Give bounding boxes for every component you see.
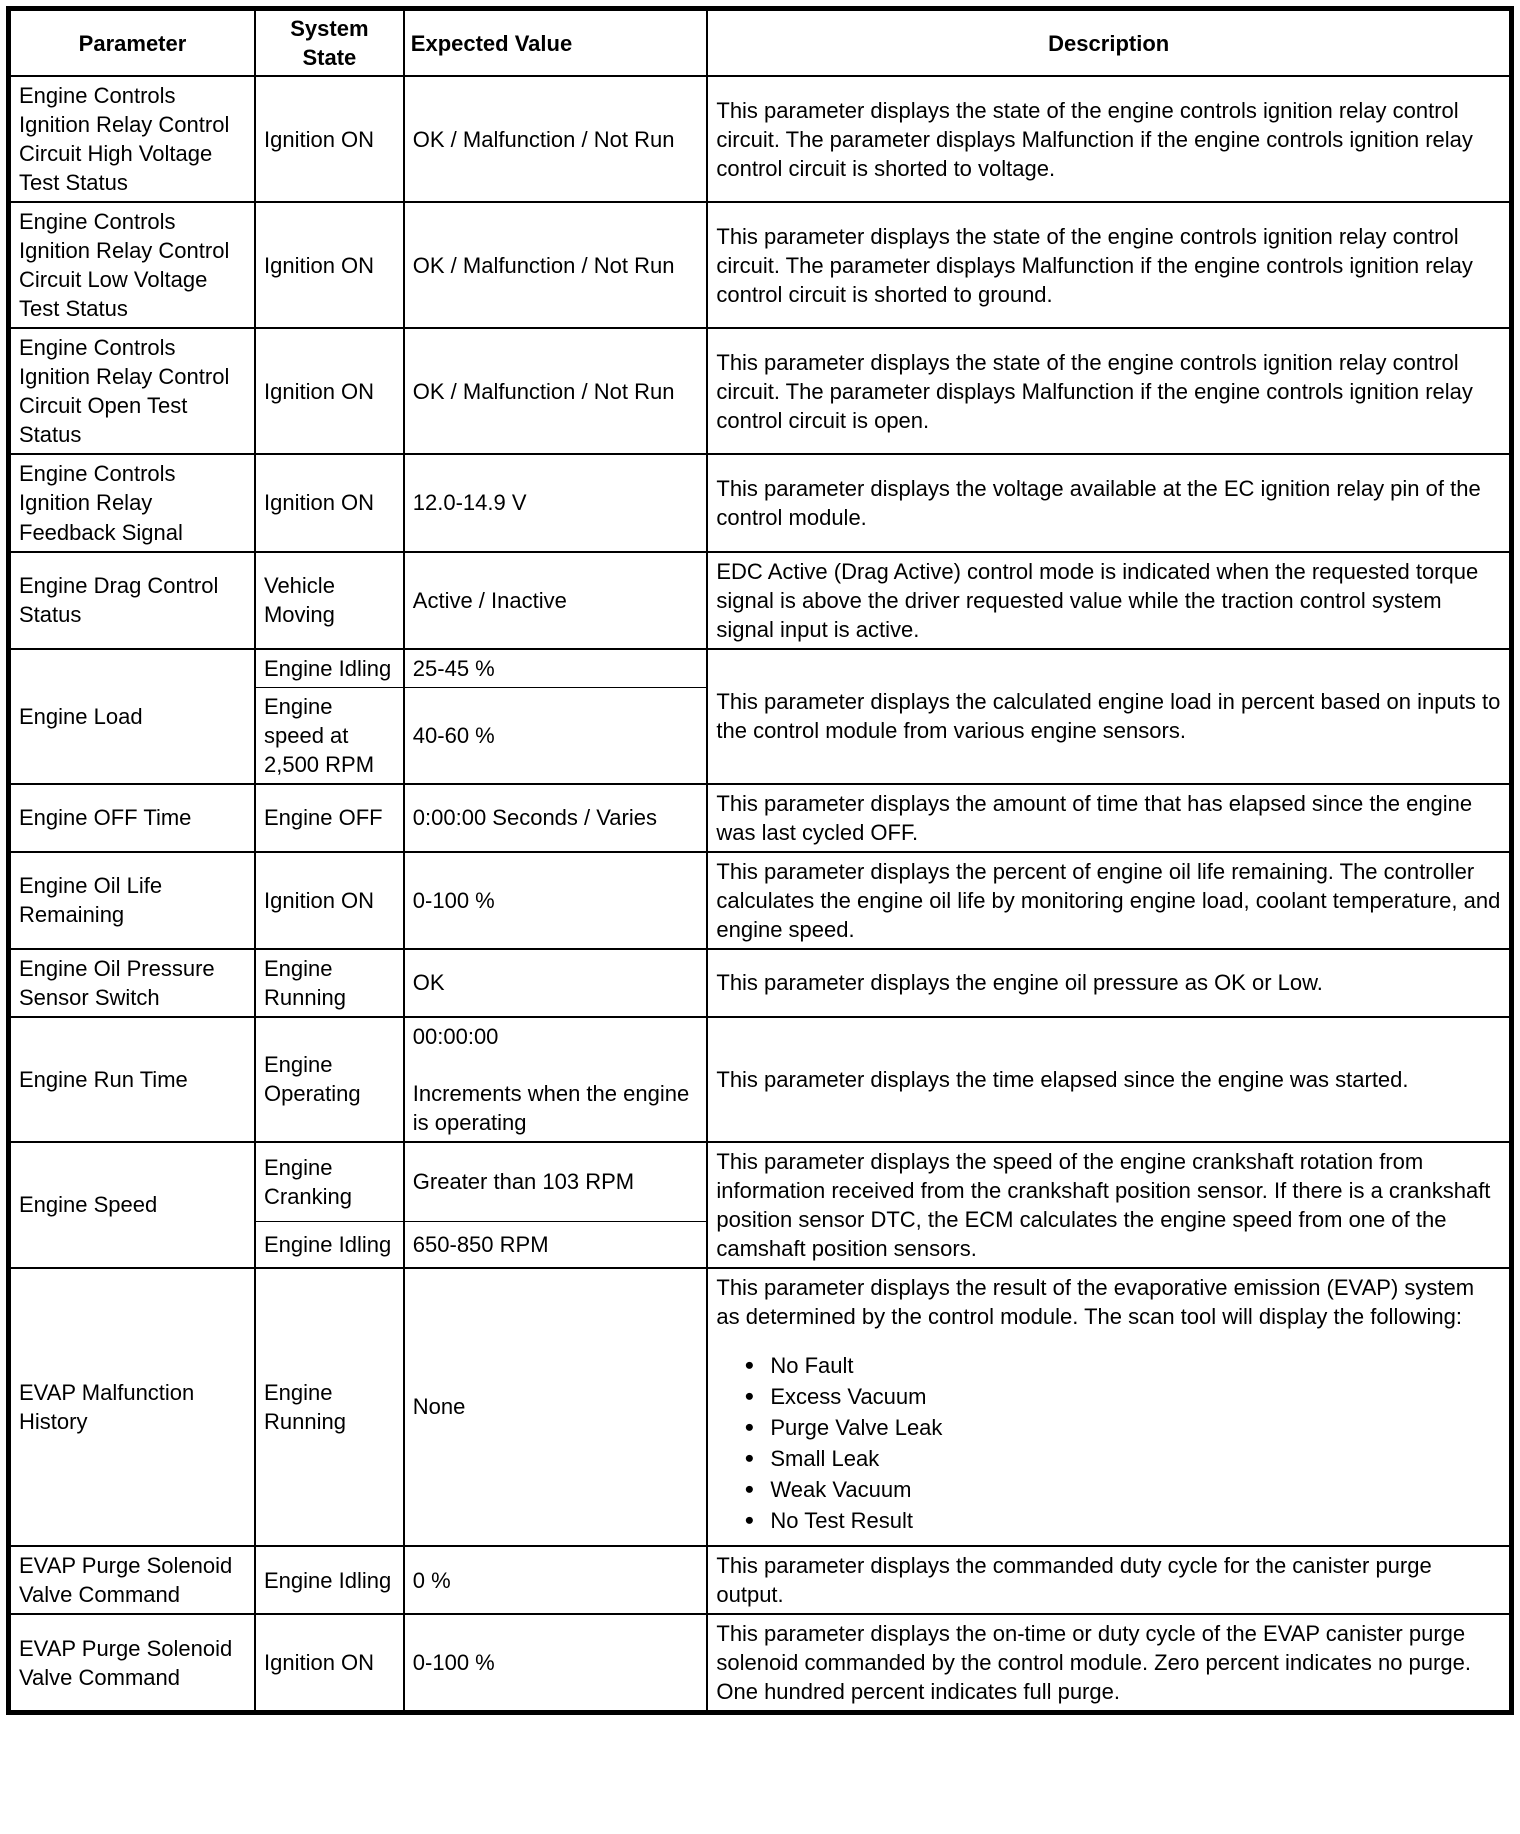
table-row-ignition-relay-low-voltage	[9, 202, 1512, 328]
cell-system-state: Engine Operating	[255, 1017, 404, 1142]
table-row-engine-drag-control	[9, 552, 1512, 649]
cell-expected-value: 40-60 %	[404, 687, 708, 784]
cell-parameter: Engine Controls Ignition Relay Feedback Signal	[9, 454, 255, 551]
cell-parameter: EVAP Purge Solenoid Valve Command	[9, 1546, 255, 1614]
cell-parameter: Engine Load	[9, 649, 255, 784]
expected-value-line: 00:00:00	[412, 1023, 499, 1049]
cell-expected-value: 650-850 RPM	[404, 1222, 708, 1268]
evap-result-list	[716, 1351, 1501, 1535]
cell-description: This parameter displays the percent of engine oil life remaining. The controller calculates the engine oil life by monitoring engine load, coolant temperature, and engine speed.	[707, 852, 1511, 949]
table-row-ignition-relay-feedback	[9, 454, 1512, 551]
header-parameter: Parameter	[9, 9, 255, 77]
cell-expected-value: 0:00:00 Seconds / Varies	[404, 784, 708, 852]
cell-parameter: Engine Run Time	[9, 1017, 255, 1142]
cell-expected-value: 0 %	[404, 1546, 708, 1614]
cell-system-state: Engine Running	[255, 949, 404, 1017]
cell-description: This parameter displays the state of the engine controls ignition relay control circuit. The parameter displays Malfunction if the engine controls ignition relay control circuit is open.	[707, 328, 1511, 454]
table-row-engine-off-time	[9, 784, 1512, 852]
table-row-engine-load-idling	[9, 649, 1512, 688]
cell-expected-value: None	[404, 1268, 708, 1547]
cell-description: This parameter displays the state of the engine controls ignition relay control circuit. The parameter displays Malfunction if the engine controls ignition relay control circuit is shorted to ground.	[707, 202, 1511, 328]
header-description: Description	[707, 9, 1511, 77]
cell-expected-value: 0-100 %	[404, 1614, 708, 1713]
list-item: ● Weak Vacuum	[744, 1475, 1501, 1504]
cell-system-state: Engine Idling	[255, 1546, 404, 1614]
cell-description: This parameter displays the amount of time that has elapsed since the engine was last cycled OFF.	[707, 784, 1511, 852]
cell-expected-value: Active / Inactive	[404, 552, 708, 649]
cell-parameter: Engine Controls Ignition Relay Control Circuit High Voltage Test Status	[9, 76, 255, 202]
header-system-state: System State	[255, 9, 404, 77]
description-intro: This parameter displays the result of the evaporative emission (EVAP) system as determined by the control module. The scan tool will display the following:	[716, 1274, 1475, 1329]
table-row-evap-malfunction-history	[9, 1268, 1512, 1547]
cell-description: EDC Active (Drag Active) control mode is indicated when the requested torque signal is above the driver requested value while the traction control system signal input is active.	[707, 552, 1511, 649]
list-item: ● Small Leak	[744, 1444, 1501, 1473]
cell-expected-value: OK / Malfunction / Not Run	[404, 328, 708, 454]
cell-system-state: Ignition ON	[255, 202, 404, 328]
cell-expected-value: 0-100 %	[404, 852, 708, 949]
cell-expected-value	[404, 1017, 708, 1142]
header-row	[9, 9, 1512, 77]
cell-description: This parameter displays the state of the engine controls ignition relay control circuit. The parameter displays Malfunction if the engine controls ignition relay control circuit is shorted to voltage.	[707, 76, 1511, 202]
table-row-engine-speed-cranking	[9, 1142, 1512, 1222]
cell-system-state: Engine Cranking	[255, 1142, 404, 1222]
cell-expected-value: 25-45 %	[404, 649, 708, 688]
cell-description: This parameter displays the on-time or duty cycle of the EVAP canister purge solenoid commanded by the control module. Zero percent indicates no purge. One hundred percent indicates full purge.	[707, 1614, 1511, 1713]
cell-system-state: Engine Running	[255, 1268, 404, 1547]
cell-expected-value: Greater than 103 RPM	[404, 1142, 708, 1222]
cell-parameter: Engine Oil Pressure Sensor Switch	[9, 949, 255, 1017]
cell-expected-value: OK	[404, 949, 708, 1017]
cell-system-state: Ignition ON	[255, 852, 404, 949]
cell-expected-value: OK / Malfunction / Not Run	[404, 202, 708, 328]
cell-system-state: Vehicle Moving	[255, 552, 404, 649]
table-row-engine-oil-life	[9, 852, 1512, 949]
table-row-evap-purge-idling	[9, 1546, 1512, 1614]
header-expected-value: Expected Value	[404, 9, 708, 77]
cell-system-state: Ignition ON	[255, 454, 404, 551]
cell-parameter: Engine Oil Life Remaining	[9, 852, 255, 949]
list-item: ● Excess Vacuum	[744, 1382, 1501, 1411]
list-item: ● No Fault	[744, 1351, 1501, 1380]
cell-parameter: Engine Drag Control Status	[9, 552, 255, 649]
cell-system-state: Engine speed at 2,500 RPM	[255, 687, 404, 784]
cell-expected-value: OK / Malfunction / Not Run	[404, 76, 708, 202]
cell-description: This parameter displays the speed of the engine crankshaft rotation from information received from the crankshaft position sensor. If there is a crankshaft position sensor DTC, the ECM calculates the engine speed from one of the camshaft position sensors.	[707, 1142, 1511, 1268]
cell-description: This parameter displays the calculated engine load in percent based on inputs to the control module from various engine sensors.	[707, 649, 1511, 784]
cell-description	[707, 1268, 1511, 1547]
cell-system-state: Ignition ON	[255, 76, 404, 202]
cell-description: This parameter displays the voltage available at the EC ignition relay pin of the control module.	[707, 454, 1511, 551]
cell-parameter: Engine OFF Time	[9, 784, 255, 852]
parameter-table	[6, 6, 1514, 1715]
cell-parameter: EVAP Purge Solenoid Valve Command	[9, 1614, 255, 1713]
cell-system-state: Engine Idling	[255, 1222, 404, 1268]
cell-parameter: Engine Controls Ignition Relay Control Circuit Low Voltage Test Status	[9, 202, 255, 328]
table-row-ignition-relay-open-test	[9, 328, 1512, 454]
expected-value-line: Increments when the engine is operating	[412, 1080, 690, 1135]
cell-parameter: Engine Speed	[9, 1142, 255, 1268]
cell-system-state: Ignition ON	[255, 328, 404, 454]
cell-system-state: Engine OFF	[255, 784, 404, 852]
cell-description: This parameter displays the engine oil pressure as OK or Low.	[707, 949, 1511, 1017]
cell-parameter: Engine Controls Ignition Relay Control Circuit Open Test Status	[9, 328, 255, 454]
table-row-ignition-relay-high-voltage	[9, 76, 1512, 202]
table-row-evap-purge-ignition-on	[9, 1614, 1512, 1713]
cell-expected-value: 12.0-14.9 V	[404, 454, 708, 551]
table-row-engine-oil-pressure	[9, 949, 1512, 1017]
table-row-engine-run-time	[9, 1017, 1512, 1142]
cell-description: This parameter displays the time elapsed since the engine was started.	[707, 1017, 1511, 1142]
cell-system-state: Engine Idling	[255, 649, 404, 688]
cell-description: This parameter displays the commanded duty cycle for the canister purge output.	[707, 1546, 1511, 1614]
cell-system-state: Ignition ON	[255, 1614, 404, 1713]
cell-parameter: EVAP Malfunction History	[9, 1268, 255, 1547]
list-item: ● No Test Result	[744, 1506, 1501, 1535]
list-item: ● Purge Valve Leak	[744, 1413, 1501, 1442]
